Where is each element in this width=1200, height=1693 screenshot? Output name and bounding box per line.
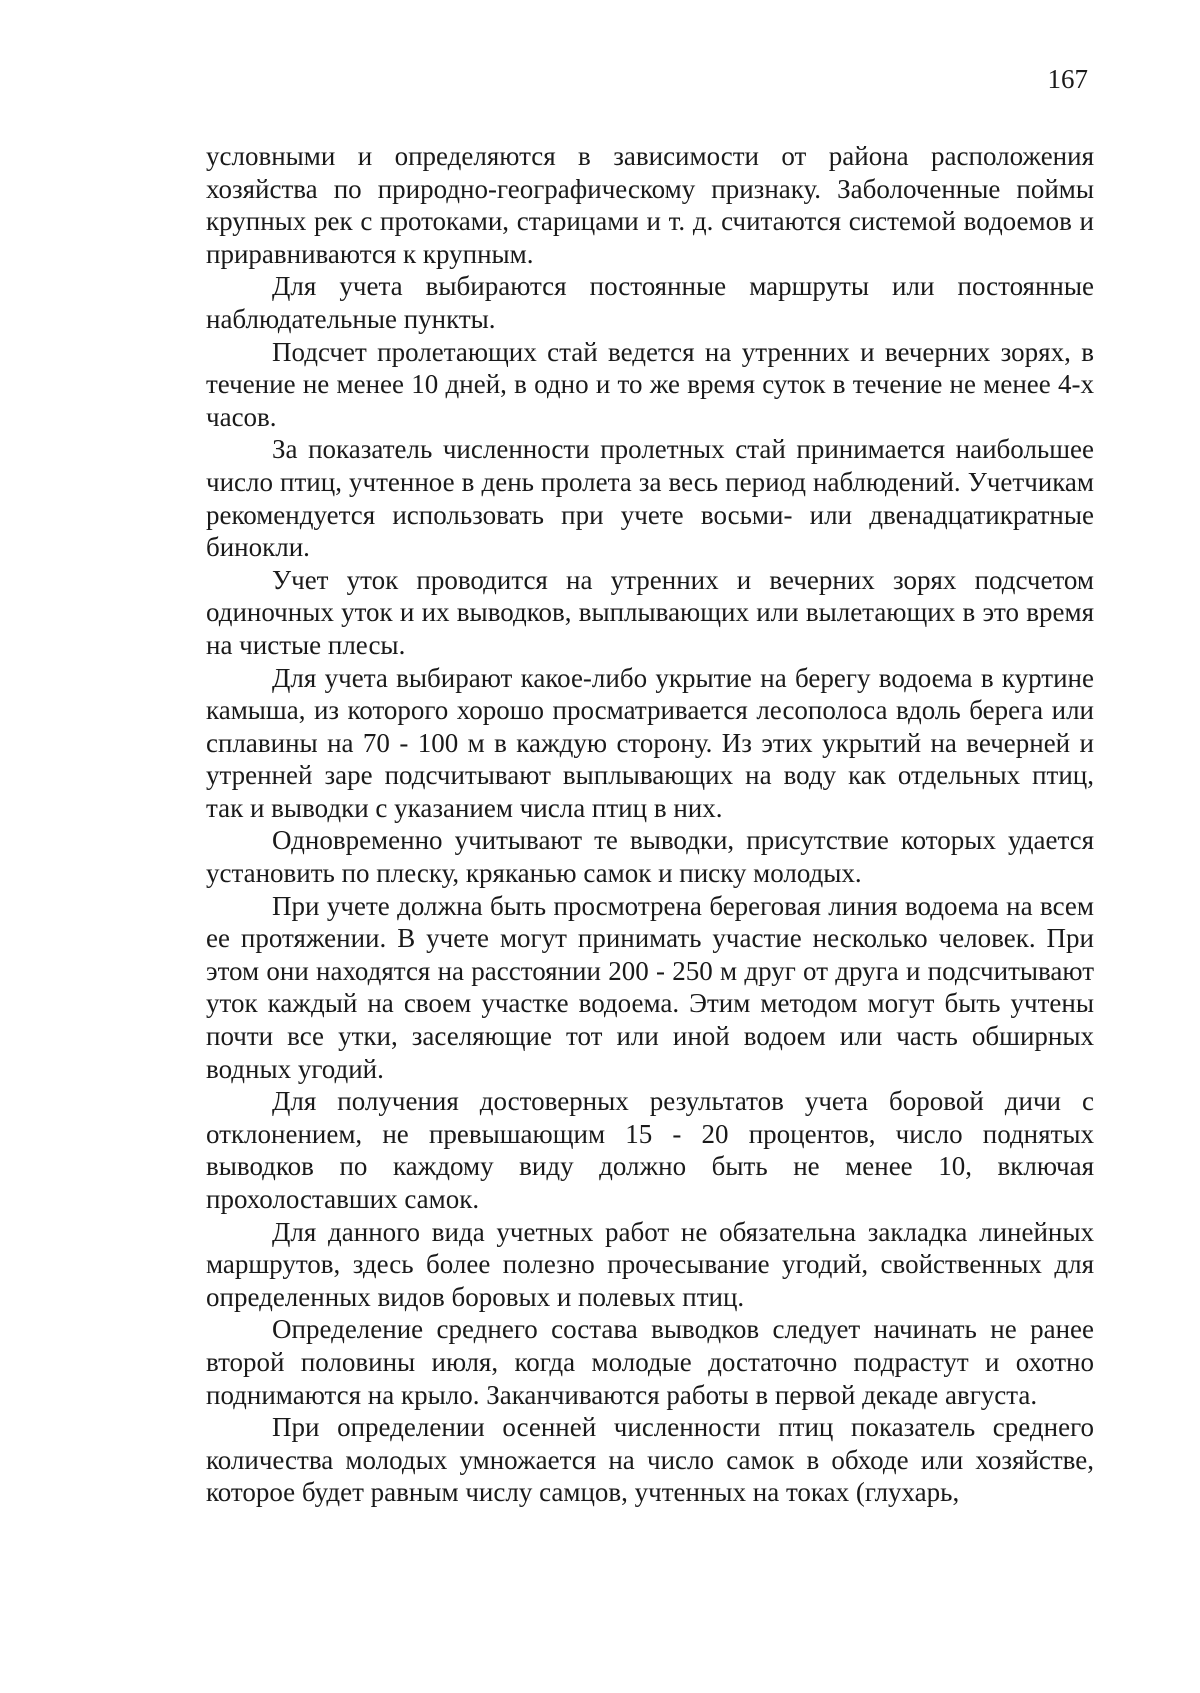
paragraph: Подсчет пролетающих стай ведется на утренних и вечерних зорях, в течение не менее 10 дней, в одно и то же время суток в течение не менее 4-х часов. — [206, 336, 1094, 432]
paragraph: Для получения достоверных результатов учета боровой дичи с отклонением, не превышающим 15 - 20 процентов, число поднятых выводков по каждому виду должно быть не менее 10, включая прохолоставших самок. — [206, 1086, 1094, 1214]
paragraph: Для учета выбирают какое-либо укрытие на берегу водоема в куртине камыша, из которого хорошо просматривается лесополоса вдоль берега или сплавины на 70 - 100 м в каждую сторону. Из этих укрытий на вечерней и утренней заре подсчитывают выплывающих на воду как отдельных птиц, так и выводки с указанием числа птиц в них. — [206, 662, 1094, 823]
paragraph: Для данного вида учетных работ не обязательна закладка линейных маршрутов, здесь более полезно прочесывание угодий, свойственных для определенных видов боровых и полевых птиц. — [206, 1216, 1094, 1312]
page-number: 167 — [1047, 64, 1088, 94]
paragraph: Одновременно учитывают те выводки, присутствие которых удается установить по плеску, кряканью самок и писку молодых. — [206, 825, 1094, 889]
paragraph: условными и определяются в зависимости от района расположения хозяйства по природно-географическому признаку. Заболоченные поймы крупных рек с протоками, старицами и т. д. считаются системой водоемов и приравниваются к крупным. — [206, 141, 1094, 269]
paragraph: Определение среднего состава выводков следует начинать не ранее второй половины июля, когда молодые достаточно подрастут и охотно поднимаются на крыло. Заканчиваются работы в первой декаде августа. — [206, 1314, 1094, 1410]
body-text — [206, 140, 1094, 1509]
paragraph: Для учета выбираются постоянные маршруты или постоянные наблюдательные пункты. — [206, 271, 1094, 334]
paragraph: При определении осенней численности птиц показатель среднего количества молодых умножается на число самок в обходе или хозяйстве, которое будет равным числу самцов, учтенных на токах (глухарь, — [206, 1412, 1094, 1508]
paragraph: Учет уток проводится на утренних и вечерних зорях подсчетом одиночных уток и их выводков, выплывающих или вылетающих в это время на чистые плесы. — [206, 564, 1094, 660]
paragraph: За показатель численности пролетных стай принимается наибольшее число птиц, учтенное в день пролета за весь период наблюдений. Учетчикам рекомендуется использовать при учете восьми- или двенадцатикратные бинокли. — [206, 434, 1094, 563]
paragraph: При учете должна быть просмотрена береговая линия водоема на всем ее протяжении. В учете могут принимать участие несколько человек. При этом они находятся на расстоянии 200 - 250 м друг от друга и подсчитывают уток каждый на своем участке водоема. Этим методом могут быть учтены почти все утки, заселяющие тот или иной водоем или часть обширных водных угодий. — [206, 890, 1094, 1084]
